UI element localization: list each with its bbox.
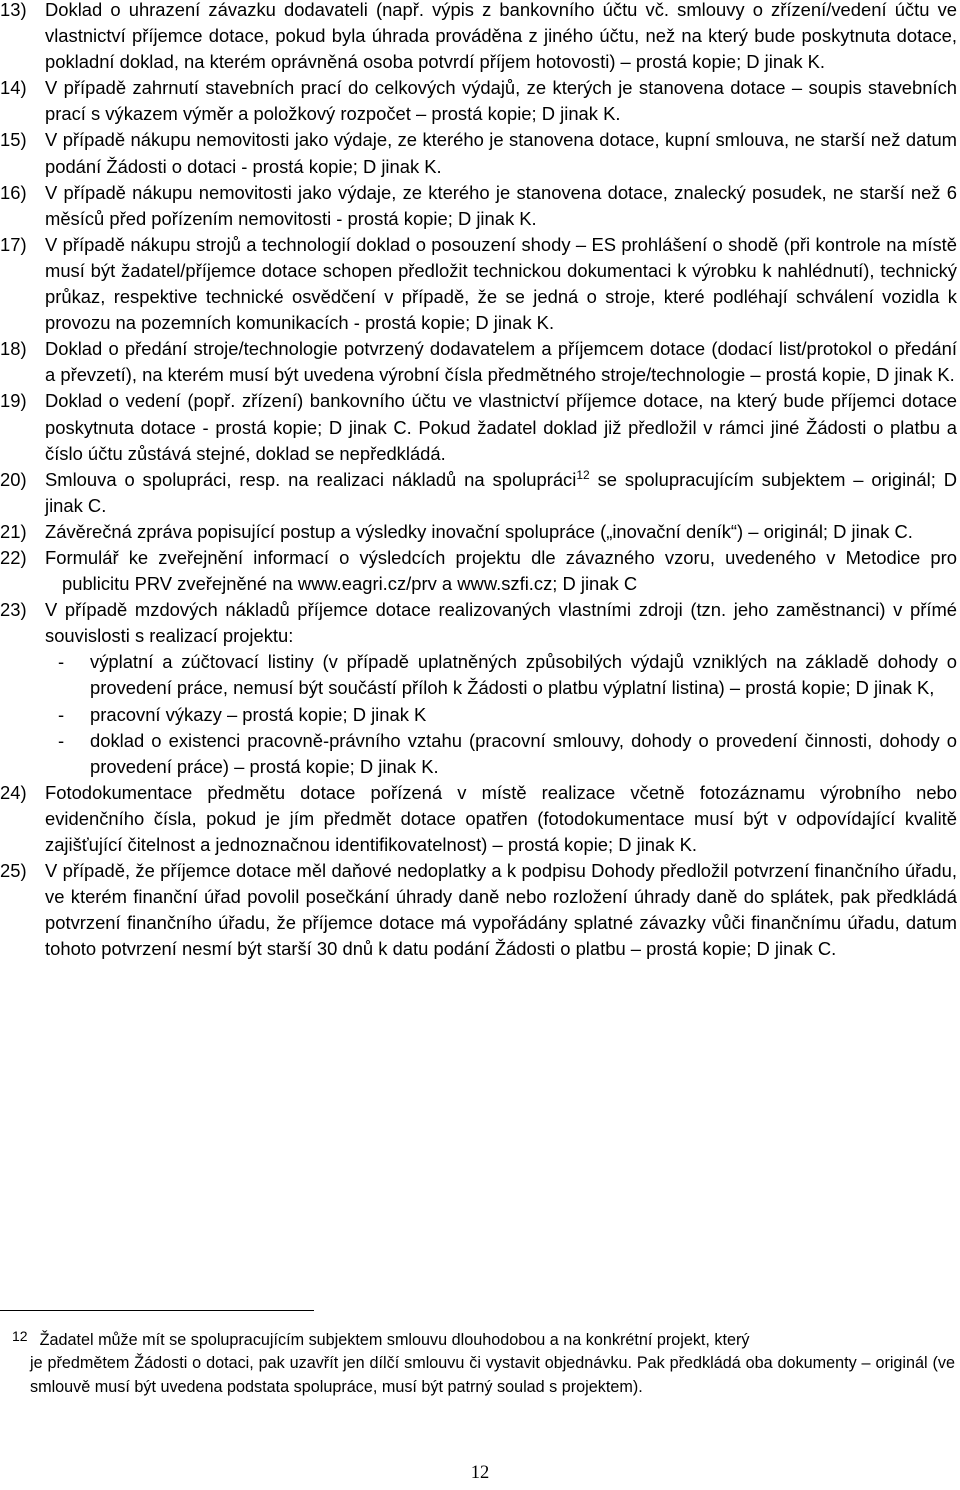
item-text: V případě mzdových nákladů příjemce dotace realizovaných vlastními zdroji (tzn. jeho zaměstnanci) v přímé souvislosti s realizací projektu: xyxy=(45,599,957,647)
list-item-23 xyxy=(0,597,957,649)
item-number: 16) xyxy=(0,181,27,203)
item-text: Formulář ke zveřejnění informací o výsledcích projektu dle závazného vzoru, uvedeného v Metodice pro publicitu PRV zveřejněné na www.eagri.cz/prv a www.szfi.cz; D jinak C xyxy=(45,546,957,595)
footnote-text: Žadatel může mít se spolupracujícím subjektem smlouvu dlouhodobou a na konkrétní projekt, který xyxy=(39,1331,750,1349)
item-number: 13) xyxy=(0,0,27,20)
sub-item-employment-proof xyxy=(0,728,957,780)
sub-item-text: pracovní výkazy – prostá kopie; D jinak K xyxy=(90,703,427,725)
sub-item-text: výplatní a zúčtovací listiny (v případě uplatněných způsobilých výdajů vzniklých na základě dohody o provedení práce, nemusí být součástí příloh k Žádosti o platbu výplatní listina) – prostá kopie; D jinak K, xyxy=(90,651,957,699)
sub-item-payroll xyxy=(0,649,957,701)
item-number: 19) xyxy=(0,390,27,412)
list-item-20 xyxy=(0,467,957,519)
item-number: 20) xyxy=(0,468,27,490)
sub-item-work-reports xyxy=(0,702,957,728)
sub-item-dash: - xyxy=(58,729,65,751)
list-item-25 xyxy=(0,858,957,962)
item-number: 21) xyxy=(0,520,27,542)
footnote-mark: 12 xyxy=(12,1328,28,1344)
item-text: V případě nákupu strojů a technologií doklad o posouzení shody – ES prohlášení o shodě (při kontrole na místě musí být žadatel/příjemce dotace schopen předložit technickou dokumentaci k výrobku k nahlédnutí), technický průkaz, respektive technické osvědčení v případě, že se jedná o stroje, které podléhají schválení vozidla k provozu na pozemních komunikacích - prostá kopie; D jinak K. xyxy=(45,233,957,334)
item-text: Doklad o uhrazení závazku dodavateli (např. výpis z bankovního účtu vč. smlouvy o zřízení/vedení účtu ve vlastnictví příjemce dotace, pokud byla úhrada prováděna z jiného účtu, než na který bude poskytnuta dotace, pokladní doklad, na kterém oprávněná osoba potvrdí příjem hotovosti) – prostá kopie; D jinak K. xyxy=(45,0,957,73)
item-number: 15) xyxy=(0,129,27,151)
page-number: 12 xyxy=(470,1463,490,1483)
item-number: 14) xyxy=(0,77,27,99)
item-number: 25) xyxy=(0,860,27,882)
item-number: 17) xyxy=(0,233,27,255)
sub-item-text: doklad o existenci pracovně-právního vztahu (pracovní smlouvy, dohody o provedení činnosti, dohody o provedení práce) – prostá kopie; D jinak K. xyxy=(90,729,957,777)
item-number: 23) xyxy=(0,599,27,621)
footnote xyxy=(0,1325,955,1399)
item-text: V případě zahrnutí stavebních prací do celkových výdajů, ze kterých je stanovena dotace – soupis stavebních prací s výkazem výměr a položkový rozpočet – prostá kopie; D jinak K. xyxy=(45,77,957,125)
footnote-reference[interactable]: 12 xyxy=(576,467,590,482)
list-item-19 xyxy=(0,388,957,466)
item-text: V případě nákupu nemovitosti jako výdaje, ze kterého je stanovena dotace, znalecký posudek, ne starší než 6 měsíců před pořízením nemovitosti - prostá kopie; D jinak K. xyxy=(45,181,957,229)
list-item-16 xyxy=(0,180,957,232)
footnote-separator xyxy=(0,1310,314,1311)
item-text: V případě nákupu nemovitosti jako výdaje, ze kterého je stanovena dotace, kupní smlouva, ne starší než datum podání Žádosti o dotaci - prostá kopie; D jinak K. xyxy=(45,129,957,177)
list-item-18 xyxy=(0,336,957,388)
sub-item-dash: - xyxy=(58,651,65,673)
item-number: 18) xyxy=(0,338,27,360)
item-text: Fotodokumentace předmětu dotace pořízená v místě realizace včetně fotozáznamu výrobního nebo evidenčního čísla, pokud je jím předmět dotace opatřen (fotodokumentace musí být v odpovídající kvalitě zajišťující čitelnost a jednoznačnou identifikovatelnost) – prostá kopie; D jinak K. xyxy=(45,781,957,855)
list-item-14 xyxy=(0,75,957,127)
list-item-21 xyxy=(0,519,957,545)
item-text: Závěrečná zpráva popisující postup a výsledky inovační spolupráce („inovační deník“) – originál; D jinak C. xyxy=(45,520,913,542)
item-number: 22) xyxy=(0,546,27,568)
footnote-first-line xyxy=(0,1325,955,1352)
list-item-13 xyxy=(0,0,957,75)
item-number: 24) xyxy=(0,781,27,803)
item-text: Smlouva o spolupráci, resp. na realizaci nákladů na spolupráci xyxy=(45,468,577,490)
footnote-continuation: je předmětem Žádosti o dotaci, pak uzavřít jen dílčí smlouvu či vystavit objednávku. Pak předkládá oba dokumenty – originál (ve smlouvě musí být uvedena podstata spolupráce, musí být patrný soulad s projektem). xyxy=(30,1354,955,1396)
list-item-22 xyxy=(0,545,957,597)
sub-item-dash: - xyxy=(58,703,65,725)
list-item-15 xyxy=(0,127,957,179)
item-text: Doklad o vedení (popř. zřízení) bankovního účtu ve vlastnictví příjemce dotace, na který bude příjemci dotace poskytnuta dotace - prostá kopie; D jinak C. Pokud žadatel doklad již předložil v rámci jiné Žádosti o platbu a číslo účtu zůstává stejné, doklad se nepředkládá. xyxy=(45,390,957,464)
item-text: Doklad o předání stroje/technologie potvrzený dodavatelem a příjemcem dotace (dodací list/protokol o předání a převzetí), na kterém musí být uvedena výrobní čísla předmětného stroje/technologie – prostá kopie, D jinak K. xyxy=(45,338,957,386)
list-item-24 xyxy=(0,780,957,858)
list-item-17 xyxy=(0,232,957,336)
item-text: V případě, že příjemce dotace měl daňové nedoplatky a k podpisu Dohody předložil potvrzení finančního úřadu, ve kterém finanční úřad povolil posečkání úhrady daně nebo rozložení úhrady daně do splátek, pak předkládá potvrzení finančního úřadu, že příjemce dotace má vypořádány splatné závazky vůči finančnímu úřadu, datum tohoto potvrzení nesmí být starší 30 dnů k datu podání Žádosti o platbu – prostá kopie; D jinak C. xyxy=(45,860,957,960)
item-text-continued: se spolupracujícím subjektem – originál; D jinak C. xyxy=(45,468,957,516)
